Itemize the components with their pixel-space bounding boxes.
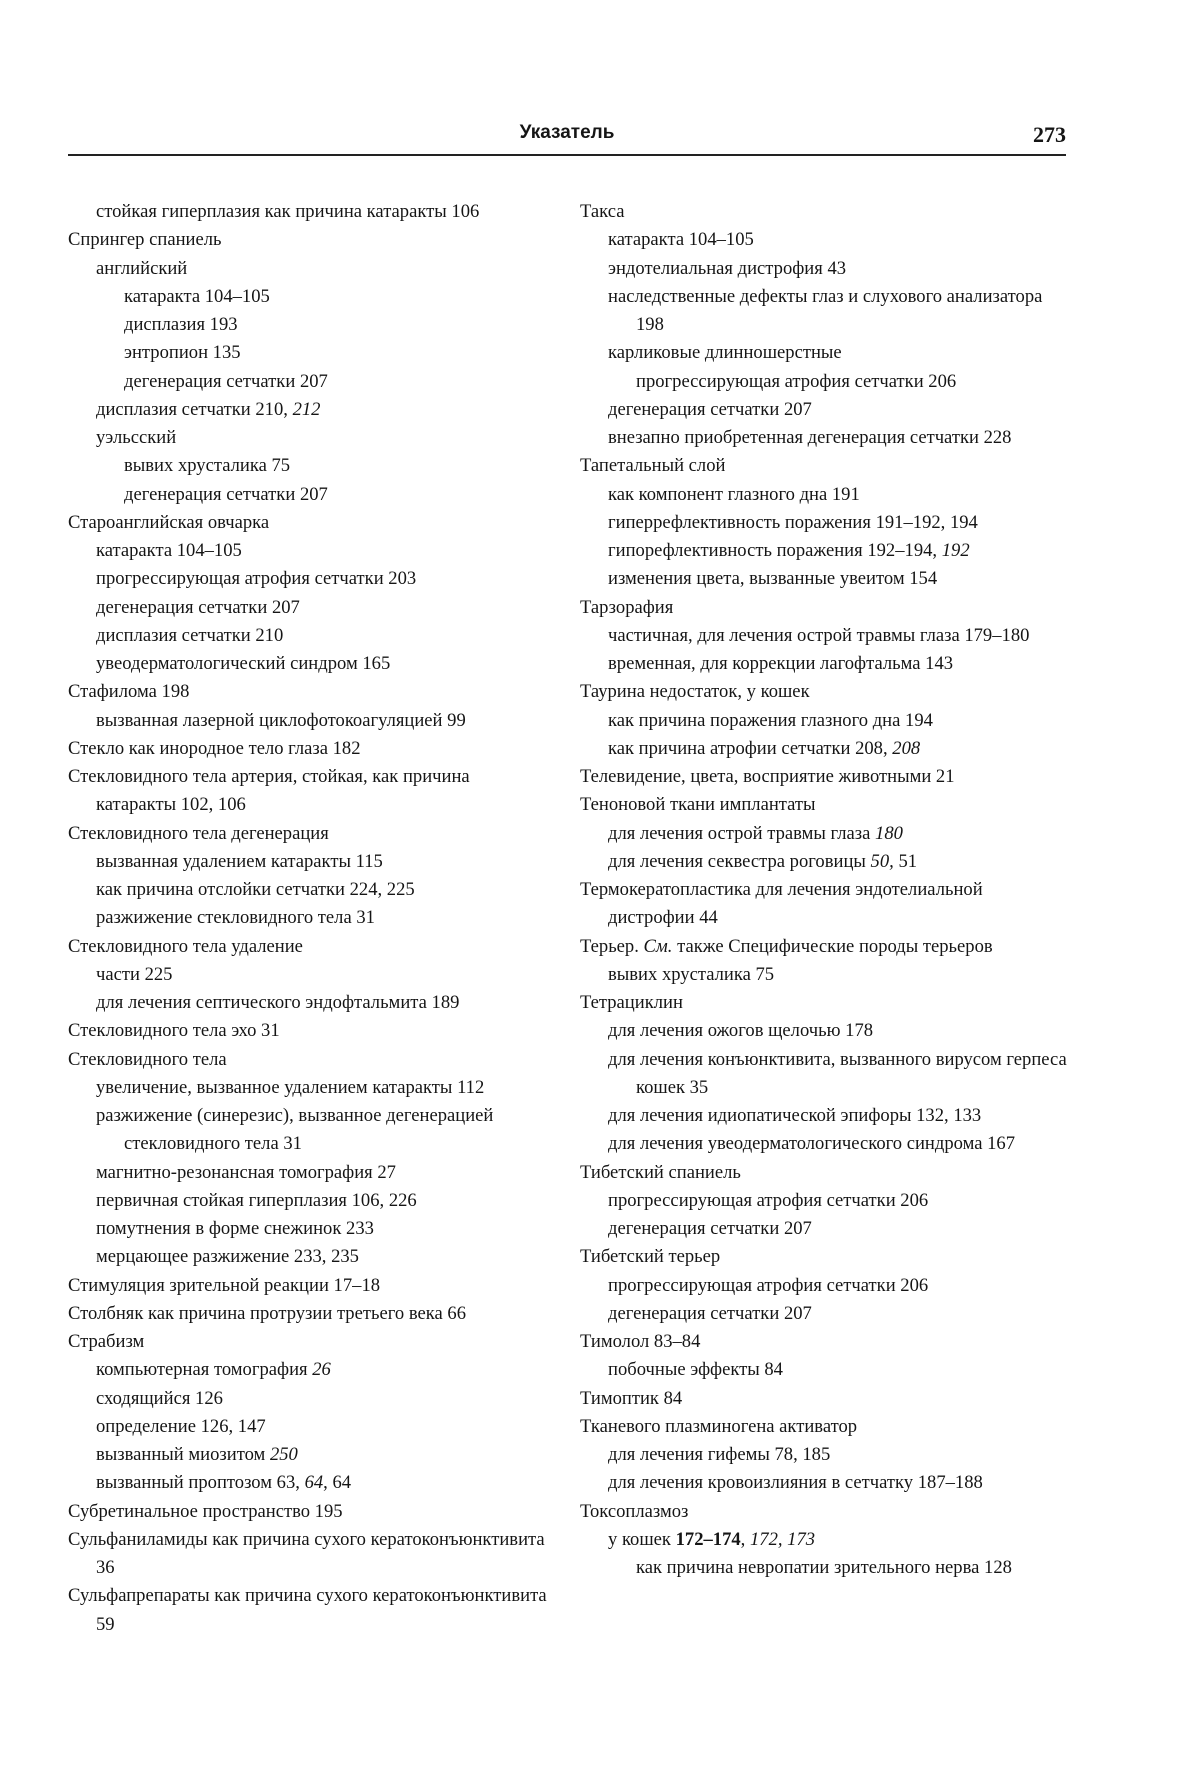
entry-text: дегенерация сетчатки 207 bbox=[608, 1302, 812, 1324]
entry-text: наследственные дефекты глаз и слухового анализатора 198 bbox=[608, 285, 1043, 335]
index-subentry bbox=[608, 1526, 1070, 1554]
index-subentry bbox=[96, 848, 548, 876]
index-subentry bbox=[608, 707, 1070, 735]
entry-text: Сульфапрепараты как причина сухого кератоконъюнктивита 59 bbox=[68, 1585, 547, 1635]
index-heading bbox=[580, 791, 1070, 819]
page-header bbox=[68, 122, 1066, 156]
entry-text: как причина атрофии сетчатки 208, bbox=[608, 737, 893, 759]
entry-text: компьютерная томография bbox=[96, 1359, 313, 1381]
entry-text: увеличение, вызванное удалением катаракты 112 bbox=[96, 1076, 485, 1098]
entry-text: дисплазия 193 bbox=[124, 314, 238, 335]
entry-text: Субретинальное пространство 195 bbox=[68, 1500, 343, 1522]
entry-text: дисплазия сетчатки 210 bbox=[96, 624, 284, 646]
page-number: 273 bbox=[1033, 122, 1066, 147]
index-heading bbox=[68, 226, 548, 254]
index-heading bbox=[68, 678, 548, 706]
page-ref-italic: 50, bbox=[870, 850, 894, 872]
index-heading bbox=[580, 1243, 1070, 1271]
header-rule bbox=[68, 154, 1066, 156]
entry-text: дегенерация сетчатки 207 bbox=[124, 370, 328, 392]
entry-text: уэльсский bbox=[96, 427, 177, 448]
entry-text: для лечения ожогов щелочью 178 bbox=[608, 1020, 874, 1042]
index-heading bbox=[68, 1046, 548, 1074]
index-subentry bbox=[608, 1300, 1070, 1328]
index-subentry bbox=[608, 622, 1070, 650]
page-ref-italic: 26 bbox=[312, 1359, 331, 1381]
entry-text: гиперрефлективность поражения 191–192, 194 bbox=[608, 511, 978, 533]
entry-text: как причина отслойки сетчатки 224, 225 bbox=[96, 879, 415, 900]
entry-text: разжижение стекловидного тела 31 bbox=[96, 907, 375, 929]
entry-text: вызванный миозитом bbox=[96, 1444, 270, 1465]
index-subentry bbox=[96, 904, 548, 932]
index-subentry bbox=[608, 820, 1070, 848]
entry-text: стойкая гиперплазия как причина катаракты 106 bbox=[96, 201, 480, 222]
index-heading bbox=[580, 198, 1070, 226]
index-heading bbox=[580, 678, 1070, 706]
entry-text: прогрессирующая атрофия сетчатки 206 bbox=[636, 370, 957, 392]
entry-text: для лечения острой травмы глаза bbox=[608, 822, 876, 844]
index-heading bbox=[68, 1300, 548, 1328]
entry-text: вывих хрусталика 75 bbox=[124, 455, 291, 477]
index-column-right bbox=[580, 198, 1070, 1582]
entry-text: Тимоптик 84 bbox=[580, 1387, 683, 1409]
entry-text: Тканевого плазминогена активатор bbox=[580, 1415, 858, 1437]
entry-text: Тарзорафия bbox=[580, 596, 674, 618]
index-subentry bbox=[96, 396, 548, 424]
index-heading bbox=[580, 1498, 1070, 1526]
index-subentry bbox=[96, 1074, 548, 1102]
index-subentry bbox=[608, 565, 1070, 593]
index-subentry bbox=[608, 255, 1070, 283]
entry-text: катаракта 104–105 bbox=[96, 540, 242, 561]
index-heading bbox=[68, 735, 548, 763]
index-heading bbox=[580, 1159, 1070, 1187]
entry-text: дегенерация сетчатки 207 bbox=[608, 1218, 812, 1239]
index-heading bbox=[68, 1498, 548, 1526]
index-subentry bbox=[96, 1187, 548, 1215]
index-subentry bbox=[124, 339, 548, 367]
entry-text: Тетрациклин bbox=[580, 992, 683, 1013]
index-subentry bbox=[608, 650, 1070, 678]
index-subentry bbox=[96, 1413, 548, 1441]
entry-text: прогрессирующая атрофия сетчатки 203 bbox=[96, 568, 417, 590]
index-subentry bbox=[96, 1159, 548, 1187]
entry-text: Такса bbox=[580, 201, 625, 222]
entry-text: Стекловидного тела дегенерация bbox=[68, 822, 329, 844]
index-heading bbox=[580, 452, 1070, 480]
index-heading bbox=[68, 1017, 548, 1045]
entry-text: Страбизм bbox=[68, 1331, 145, 1352]
index-subentry bbox=[96, 1469, 548, 1497]
index-subentry bbox=[124, 283, 548, 311]
entry-text: Столбняк как причина протрузии третьего века 66 bbox=[68, 1302, 466, 1324]
page-ref-italic: 64 bbox=[304, 1472, 324, 1494]
index-heading bbox=[68, 1582, 548, 1639]
index-subentry bbox=[608, 1356, 1070, 1384]
index-subentry bbox=[608, 424, 1070, 452]
page-ref-italic: 172, 173 bbox=[749, 1528, 816, 1550]
index-column-left bbox=[68, 198, 548, 1639]
index-subentry bbox=[608, 848, 1070, 876]
index-subentry bbox=[96, 424, 548, 452]
entry-text: дегенерация сетчатки 207 bbox=[96, 596, 300, 618]
index-heading bbox=[68, 763, 548, 820]
entry-text: части 225 bbox=[96, 963, 173, 985]
index-subentry bbox=[608, 396, 1070, 424]
index-subentry bbox=[96, 1356, 548, 1384]
entry-text: Тибетский спаниель bbox=[580, 1161, 741, 1183]
index-subentry bbox=[96, 876, 548, 904]
entry-text: временная, для коррекции лагофтальма 143 bbox=[608, 653, 954, 674]
index-subentry bbox=[96, 537, 548, 565]
entry-text: Телевидение, цвета, восприятие животными 21 bbox=[580, 766, 955, 787]
entry-text: Староанглийская овчарка bbox=[68, 511, 270, 533]
entry-text: дисплазия сетчатки 210, bbox=[96, 398, 293, 420]
index-heading bbox=[580, 1413, 1070, 1441]
index-subentry bbox=[608, 481, 1070, 509]
entry-text: прогрессирующая атрофия сетчатки 206 bbox=[608, 1189, 929, 1211]
index-heading bbox=[580, 594, 1070, 622]
index-subentry bbox=[608, 1130, 1070, 1158]
entry-text: эндотелиальная дистрофия 43 bbox=[608, 257, 847, 279]
index-subentry bbox=[96, 255, 548, 283]
index-subentry bbox=[96, 198, 548, 226]
index-heading bbox=[580, 1328, 1070, 1356]
index-subentry bbox=[636, 1554, 1070, 1582]
entry-text: изменения цвета, вызванные увеитом 154 bbox=[608, 568, 938, 590]
entry-text: Стекловидного тела удаление bbox=[68, 935, 303, 957]
entry-text: увеодерматологический синдром 165 bbox=[96, 653, 391, 674]
index-subentry bbox=[608, 1046, 1070, 1103]
entry-text: гипорефлективность поражения 192–194, bbox=[608, 540, 942, 561]
index-subentry bbox=[608, 1102, 1070, 1130]
entry-text: Тибетский терьер bbox=[580, 1246, 721, 1268]
entry-text: вызванная лазерной циклофотокоагуляцией 99 bbox=[96, 709, 466, 731]
entry-text: для лечения секвестра роговицы bbox=[608, 850, 871, 872]
index-subentry bbox=[124, 368, 548, 396]
index-subentry bbox=[96, 1441, 548, 1469]
index-subentry bbox=[96, 1243, 548, 1271]
page-ref-italic: См. bbox=[643, 935, 673, 957]
index-subentry bbox=[124, 311, 548, 339]
index-heading bbox=[68, 820, 548, 848]
entry-text: разжижение (синерезис), вызванное дегенерацией стекловидного тела 31 bbox=[96, 1105, 494, 1155]
entry-text: Тимолол 83–84 bbox=[580, 1331, 701, 1352]
index-heading bbox=[580, 933, 1070, 961]
entry-text: Тапетальный слой bbox=[580, 455, 726, 477]
index-subentry bbox=[608, 537, 1070, 565]
index-heading bbox=[68, 509, 548, 537]
entry-text: карликовые длинношерстные bbox=[608, 342, 842, 364]
entry-text: побочные эффекты 84 bbox=[608, 1359, 783, 1381]
entry-text: сходящийся 126 bbox=[96, 1387, 223, 1409]
entry-text: для лечения септического эндофтальмита 189 bbox=[96, 992, 460, 1013]
index-subentry bbox=[636, 368, 1070, 396]
entry-text: для лечения идиопатической эпифоры 132, 133 bbox=[608, 1105, 982, 1126]
index-subentry bbox=[608, 1187, 1070, 1215]
index-subentry bbox=[96, 1385, 548, 1413]
entry-text: Стимуляция зрительной реакции 17–18 bbox=[68, 1274, 381, 1296]
index-subentry bbox=[96, 961, 548, 989]
entry-text: Сульфаниламиды как причина сухого кератоконъюнктивита 36 bbox=[68, 1528, 545, 1578]
index-subentry bbox=[608, 1215, 1070, 1243]
entry-text: вывих хрусталика 75 bbox=[608, 963, 775, 985]
page-ref-italic: 212 bbox=[292, 398, 321, 420]
index-subentry bbox=[96, 1215, 548, 1243]
entry-text: Стекловидного тела артерия, стойкая, как причина катаракты 102, 106 bbox=[68, 766, 470, 816]
index-heading bbox=[580, 1385, 1070, 1413]
entry-text: энтропион 135 bbox=[124, 342, 241, 364]
index-heading bbox=[68, 1272, 548, 1300]
entry-text: Термокератопластика для лечения эндотелиальной дистрофии 44 bbox=[580, 879, 983, 929]
index-subentry bbox=[608, 283, 1070, 340]
index-subentry bbox=[608, 509, 1070, 537]
index-heading bbox=[580, 989, 1070, 1017]
index-subentry bbox=[96, 1102, 548, 1159]
index-subentry bbox=[608, 1017, 1070, 1045]
index-subentry bbox=[608, 735, 1070, 763]
index-heading bbox=[580, 876, 1070, 933]
index-subentry bbox=[608, 339, 1070, 367]
entry-text: Стафилома 198 bbox=[68, 681, 190, 703]
running-title: Указатель bbox=[519, 122, 615, 143]
entry-text: , 64 bbox=[323, 1472, 352, 1494]
index-heading bbox=[580, 763, 1070, 791]
entry-text: , bbox=[740, 1528, 750, 1550]
index-heading bbox=[68, 933, 548, 961]
entry-text: Спрингер спаниель bbox=[68, 229, 222, 251]
entry-text: Токсоплазмоз bbox=[580, 1500, 689, 1522]
entry-text: Стекловидного тела эхо 31 bbox=[68, 1020, 280, 1042]
index-subentry bbox=[96, 650, 548, 678]
page-ref-italic: 208 bbox=[892, 737, 921, 759]
entry-text: для лечения конъюнктивита, вызванного вирусом герпеса кошек 35 bbox=[608, 1048, 1067, 1098]
entry-text: помутнения в форме снежинок 233 bbox=[96, 1218, 374, 1239]
entry-text: дегенерация сетчатки 207 bbox=[608, 398, 812, 420]
entry-text: для лечения кровоизлияния в сетчатку 187–188 bbox=[608, 1472, 983, 1494]
entry-text: для лечения гифемы 78, 185 bbox=[608, 1444, 831, 1465]
index-heading bbox=[68, 1328, 548, 1356]
index-subentry bbox=[608, 226, 1070, 254]
entry-text: Стекловидного тела bbox=[68, 1048, 227, 1070]
entry-text: для лечения увеодерматологического синдрома 167 bbox=[608, 1133, 1016, 1155]
entry-text: определение 126, 147 bbox=[96, 1415, 266, 1437]
index-subentry bbox=[96, 622, 548, 650]
entry-text: также Специфические породы терьеров bbox=[672, 935, 993, 957]
entry-text: как компонент глазного дна 191 bbox=[608, 483, 860, 505]
entry-text: внезапно приобретенная дегенерация сетчатки 228 bbox=[608, 427, 1012, 448]
page-ref-italic: 180 bbox=[875, 822, 903, 844]
entry-text: вызванная удалением катаракты 115 bbox=[96, 850, 383, 872]
entry-text: первичная стойкая гиперплазия 106, 226 bbox=[96, 1189, 417, 1211]
entry-text: катаракта 104–105 bbox=[608, 229, 754, 251]
index-subentry bbox=[608, 1441, 1070, 1469]
page-ref-bold: 172–174 bbox=[675, 1528, 741, 1550]
index-subentry bbox=[124, 481, 548, 509]
page-ref-italic: 250 bbox=[269, 1444, 298, 1465]
index-subentry bbox=[608, 961, 1070, 989]
entry-text: английский bbox=[96, 257, 188, 279]
entry-text: катаракта 104–105 bbox=[124, 285, 270, 307]
index-subentry bbox=[96, 594, 548, 622]
entry-text: вызванный проптозом 63, bbox=[96, 1472, 305, 1494]
entry-text: частичная, для лечения острой травмы глаза 179–180 bbox=[608, 624, 1030, 646]
index-subentry bbox=[124, 452, 548, 480]
entry-text: дегенерация сетчатки 207 bbox=[124, 483, 328, 505]
index-heading bbox=[68, 1526, 548, 1583]
entry-text: Терьер. bbox=[580, 935, 644, 957]
index-subentry bbox=[96, 565, 548, 593]
entry-text: как причина поражения глазного дна 194 bbox=[608, 709, 933, 731]
index-subentry bbox=[608, 1469, 1070, 1497]
entry-text: как причина невропатии зрительного нерва 128 bbox=[636, 1557, 1012, 1578]
entry-text: 51 bbox=[893, 850, 918, 872]
entry-text: мерцающее разжижение 233, 235 bbox=[96, 1246, 359, 1268]
index-subentry bbox=[96, 707, 548, 735]
entry-text: Таурина недостаток, у кошек bbox=[580, 681, 810, 703]
entry-text: Теноновой ткани имплантаты bbox=[580, 794, 816, 816]
entry-text: Стекло как инородное тело глаза 182 bbox=[68, 737, 361, 759]
entry-text: магнитно-резонансная томография 27 bbox=[96, 1161, 396, 1183]
entry-text: у кошек bbox=[608, 1528, 676, 1550]
page-ref-italic: 192 bbox=[941, 540, 970, 561]
entry-text: прогрессирующая атрофия сетчатки 206 bbox=[608, 1274, 929, 1296]
index-subentry bbox=[608, 1272, 1070, 1300]
index-subentry bbox=[96, 989, 548, 1017]
